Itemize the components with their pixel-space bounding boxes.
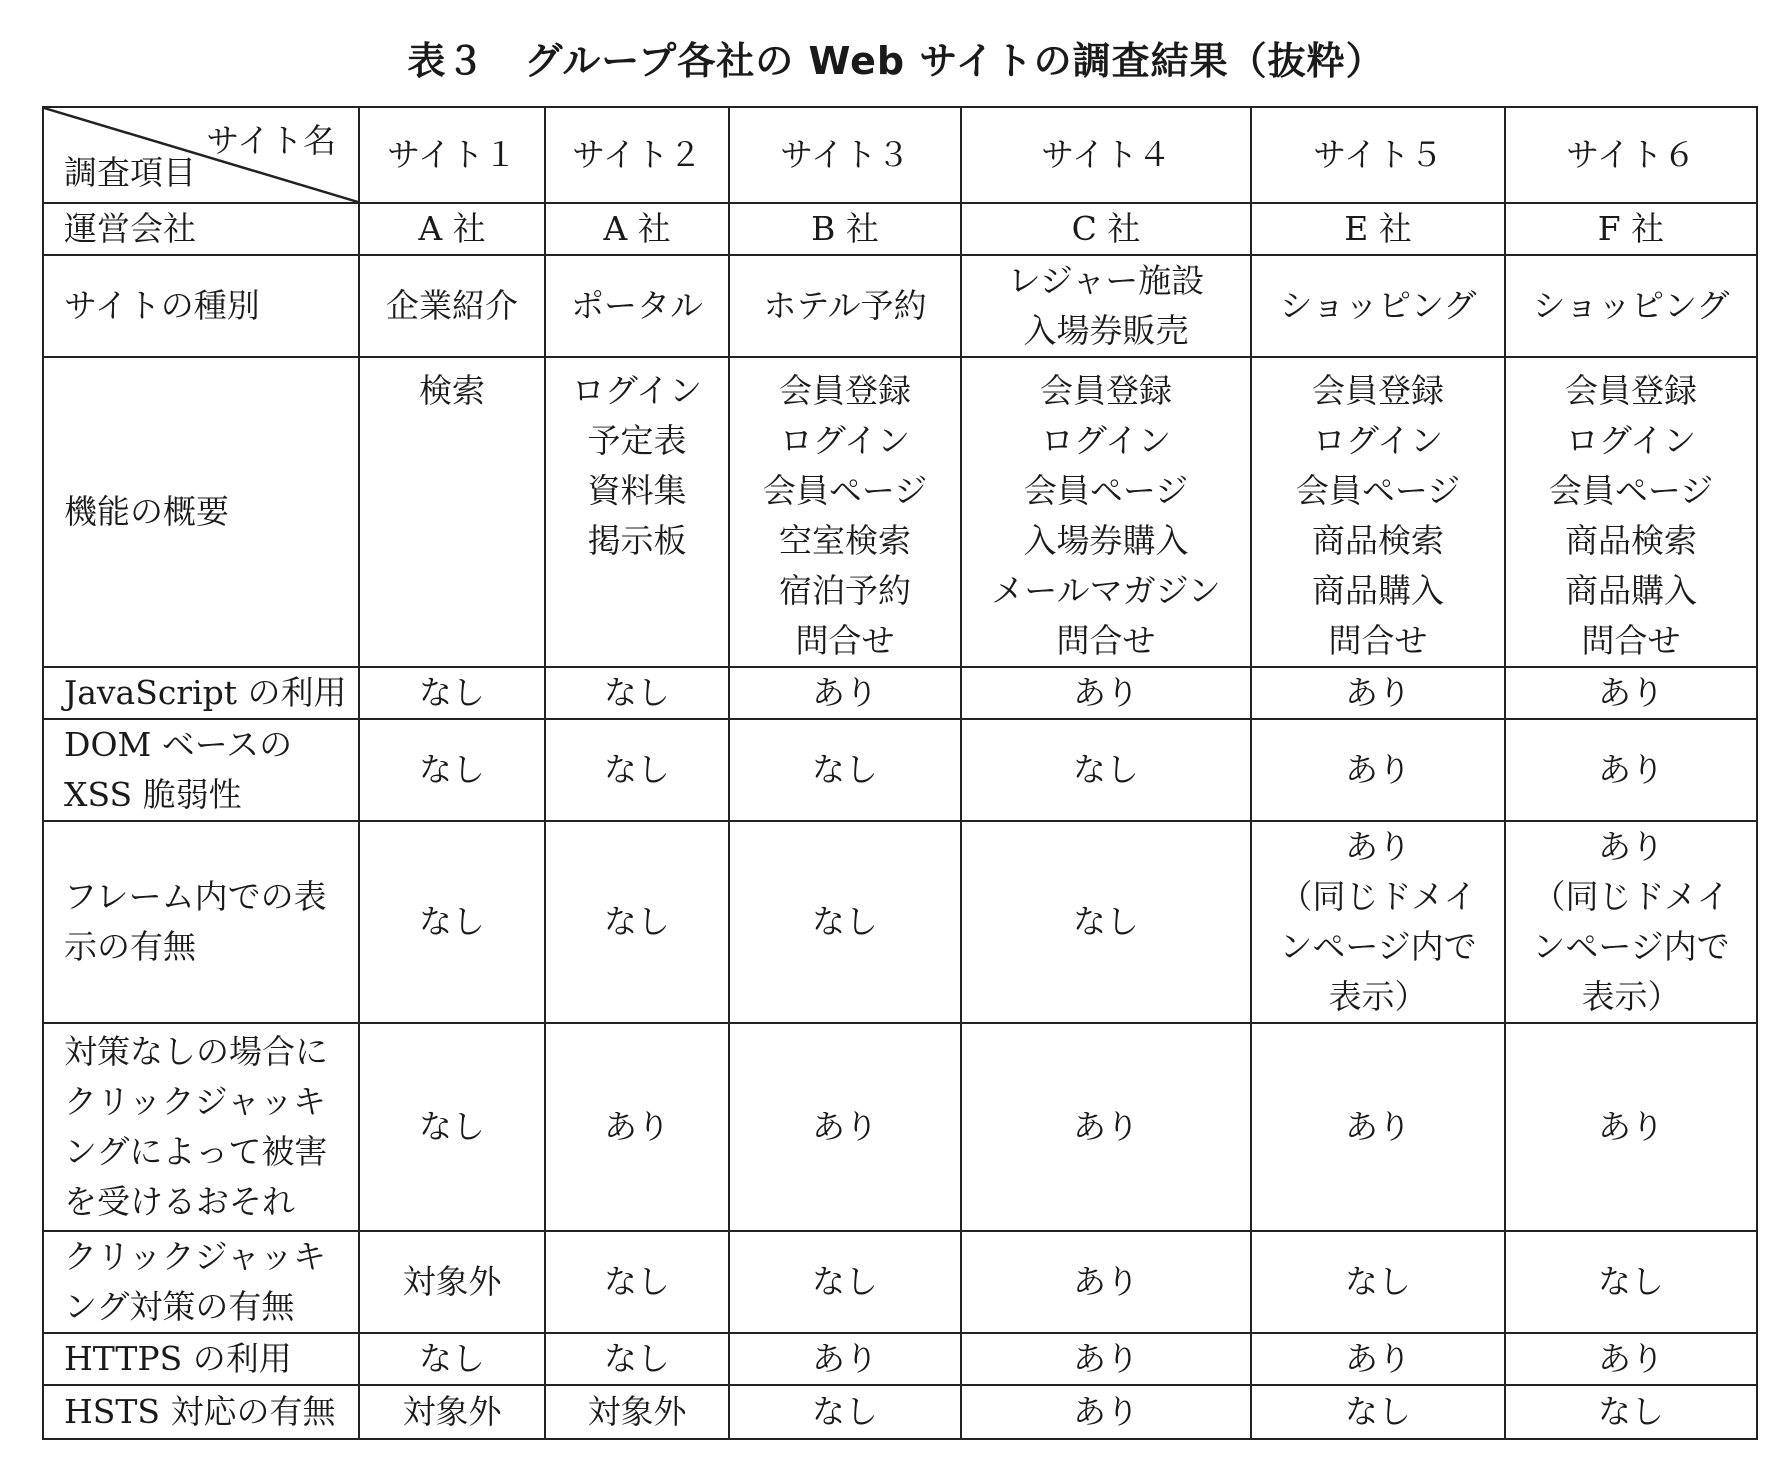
row-site-type (43, 255, 1757, 357)
table-cell: あり (961, 667, 1251, 719)
table-cell: あり (1251, 1333, 1505, 1385)
table-cell: あり (1505, 1023, 1757, 1231)
table-cell: なし (961, 719, 1251, 821)
row-frame-display (43, 821, 1757, 1023)
table-cell: なし (359, 1333, 545, 1385)
table-cell: あり (1505, 667, 1757, 719)
site-header-5: サイト５ (1251, 107, 1505, 203)
table-cell: なし (1505, 1385, 1757, 1439)
row-hsts-support (43, 1385, 1757, 1439)
table-cell: なし (545, 667, 729, 719)
table-cell: A 社 (359, 203, 545, 255)
table-cell: あり (961, 1333, 1251, 1385)
site-header-4: サイト４ (961, 107, 1251, 203)
table-cell: あり （同じドメイ ンページ内で 表示） (1251, 821, 1505, 1023)
table-cell: あり (1251, 719, 1505, 821)
table-cell: 対象外 (359, 1231, 545, 1333)
table-cell: 会員登録 ログイン 会員ページ 商品検索 商品購入 問合せ (1505, 357, 1757, 667)
table-cell: あり (961, 1023, 1251, 1231)
table-cell: あり (729, 1333, 961, 1385)
column-axis-label: サイト名 (206, 121, 336, 160)
table-cell: あり (961, 1385, 1251, 1439)
table-cell: なし (1505, 1231, 1757, 1333)
header-row (43, 107, 1757, 203)
table-cell: なし (729, 1385, 961, 1439)
table-cell: ショッピング (1251, 255, 1505, 357)
table-cell: 企業紹介 (359, 255, 545, 357)
row-label-hsts-support: HSTS 対応の有無 (43, 1385, 359, 1439)
row-label-clickjacking-risk: 対策なしの場合にクリックジャッキングによって被害を受けるおそれ (43, 1023, 359, 1231)
table-cell: 検索 (359, 357, 545, 667)
table-cell: あり (1251, 667, 1505, 719)
table-title: 表３ グループ各社の Web サイトの調査結果（抜粋） (407, 39, 1385, 83)
table-cell: なし (729, 1231, 961, 1333)
table-cell: なし (545, 719, 729, 821)
row-javascript-usage (43, 667, 1757, 719)
table-cell: 対象外 (359, 1385, 545, 1439)
table-cell: 会員登録 ログイン 会員ページ 空室検索 宿泊予約 問合せ (729, 357, 961, 667)
table-cell: A 社 (545, 203, 729, 255)
table-cell: 会員登録 ログイン 会員ページ 商品検索 商品購入 問合せ (1251, 357, 1505, 667)
row-clickjacking-countermeasure (43, 1231, 1757, 1333)
table-cell: F 社 (1505, 203, 1757, 255)
row-label-dom-xss: DOM ベースの XSS 脆弱性 (43, 719, 359, 821)
row-label-operating-company: 運営会社 (43, 203, 359, 255)
table-cell: なし (729, 821, 961, 1023)
row-axis-label: 調査項目 (64, 153, 196, 192)
survey-results-table (42, 106, 1758, 1440)
table-cell: あり (729, 1023, 961, 1231)
table-cell: なし (359, 667, 545, 719)
table-cell: なし (545, 1333, 729, 1385)
table-cell: なし (961, 821, 1251, 1023)
row-label-frame-display: フレーム内での表示の有無 (43, 821, 359, 1023)
row-https-usage (43, 1333, 1757, 1385)
table-cell: レジャー施設 入場券販売 (961, 255, 1251, 357)
row-operating-company (43, 203, 1757, 255)
table-cell: なし (359, 821, 545, 1023)
table-cell: B 社 (729, 203, 961, 255)
table-cell: なし (545, 821, 729, 1023)
row-clickjacking-risk (43, 1023, 1757, 1231)
table-cell: なし (545, 1231, 729, 1333)
table-cell: あり (1251, 1023, 1505, 1231)
table-cell: あり (729, 667, 961, 719)
table-cell: 会員登録 ログイン 会員ページ 入場券購入 メールマガジン 問合せ (961, 357, 1251, 667)
row-label-site-type: サイトの種別 (43, 255, 359, 357)
table-cell: ログイン 予定表 資料集 掲示板 (545, 357, 729, 667)
table-cell: あり (545, 1023, 729, 1231)
table-cell: あり (1505, 1333, 1757, 1385)
table-cell: なし (359, 1023, 545, 1231)
table-cell: E 社 (1251, 203, 1505, 255)
row-label-https-usage: HTTPS の利用 (43, 1333, 359, 1385)
table-cell: あり （同じドメイ ンページ内で 表示） (1505, 821, 1757, 1023)
table-cell: あり (1505, 719, 1757, 821)
table-cell: なし (1251, 1231, 1505, 1333)
row-label-feature-overview: 機能の概要 (43, 357, 359, 667)
row-label-clickjacking-countermeasure: クリックジャッキング対策の有無 (43, 1231, 359, 1333)
table-cell: ホテル予約 (729, 255, 961, 357)
row-feature-overview (43, 357, 1757, 667)
site-header-2: サイト２ (545, 107, 729, 203)
site-header-3: サイト３ (729, 107, 961, 203)
table-cell: C 社 (961, 203, 1251, 255)
site-header-6: サイト６ (1505, 107, 1757, 203)
table-cell: なし (729, 719, 961, 821)
row-label-javascript-usage: JavaScript の利用 (43, 667, 359, 719)
table-cell: あり (961, 1231, 1251, 1333)
table-cell: 対象外 (545, 1385, 729, 1439)
table-cell: ショッピング (1505, 255, 1757, 357)
table-cell: なし (1251, 1385, 1505, 1439)
table-cell: なし (359, 719, 545, 821)
row-dom-xss (43, 719, 1757, 821)
site-header-1: サイト１ (359, 107, 545, 203)
corner-header-cell (43, 107, 359, 203)
table-cell: ポータル (545, 255, 729, 357)
